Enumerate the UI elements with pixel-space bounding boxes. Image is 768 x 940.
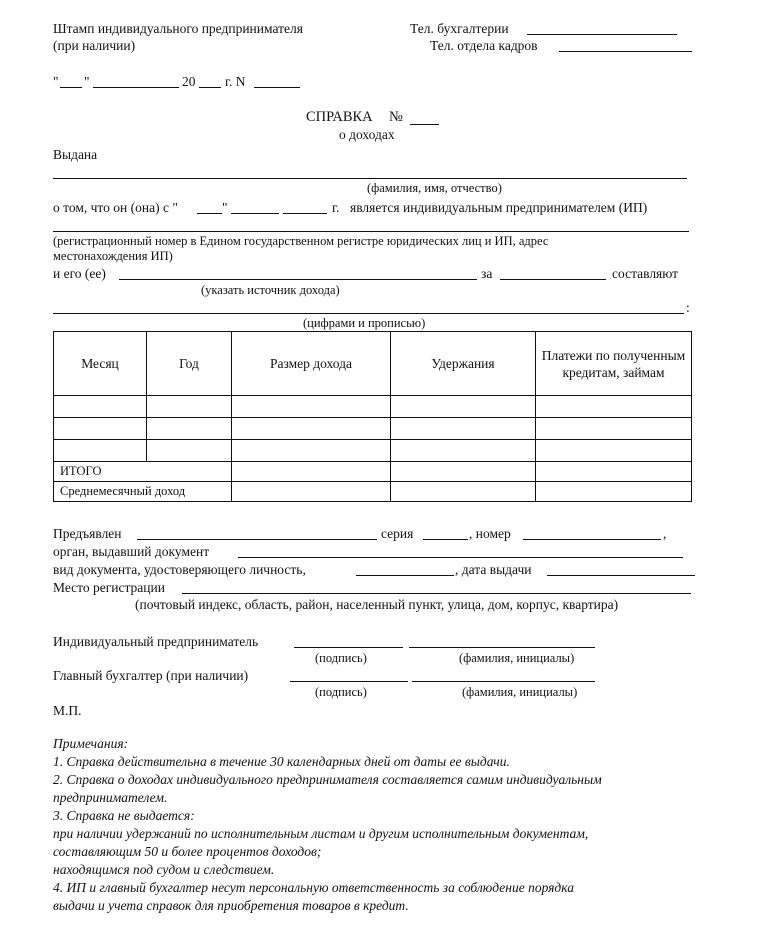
registration-address-field[interactable] xyxy=(182,593,691,594)
cell-income[interactable] xyxy=(232,396,391,418)
entrepreneur-signature-field[interactable] xyxy=(294,647,403,648)
series-label: серия xyxy=(381,526,414,541)
stamp-note: (при наличии) xyxy=(53,38,136,53)
amount-colon: : xyxy=(686,300,690,315)
date-year-field[interactable] xyxy=(199,87,221,88)
header-deductions: Удержания xyxy=(391,332,536,396)
income-period-field[interactable] xyxy=(500,279,606,280)
since-month-field[interactable] xyxy=(231,213,279,214)
average-income[interactable] xyxy=(232,482,391,502)
issue-date-label: , дата выдачи xyxy=(455,562,532,577)
phone-hr-label: Тел. отдела кадров xyxy=(430,38,538,53)
table-row xyxy=(54,440,692,462)
since-day-field[interactable] xyxy=(197,213,222,214)
seal-label: М.П. xyxy=(53,703,82,718)
note-line: 2. Справка о доходах индивидуального предпринимателя составляется самим индивидуальным xyxy=(53,772,602,787)
note-line: выдачи и учета справок для приобретения товаров в кредит. xyxy=(53,898,409,913)
cell-month[interactable] xyxy=(54,418,147,440)
about-year: г. xyxy=(332,200,340,215)
cell-loan-payments[interactable] xyxy=(536,418,692,440)
address-hint: (почтовый индекс, область, район, населенный пункт, улица, дом, корпус, квартира) xyxy=(135,597,619,612)
note-line: находящимся под судом и следствием. xyxy=(53,862,275,877)
presented-label: Предъявлен xyxy=(53,526,122,541)
date-number-field[interactable] xyxy=(254,87,300,88)
number-field[interactable] xyxy=(523,539,661,540)
document-subtitle: о доходах xyxy=(339,127,395,142)
about-quote: " xyxy=(222,200,228,215)
average-deductions[interactable] xyxy=(391,482,536,502)
cell-year[interactable] xyxy=(147,396,232,418)
source-hint: (указать источник дохода) xyxy=(201,283,340,297)
date-day-field[interactable] xyxy=(60,87,82,88)
note-line: предпринимателем. xyxy=(53,790,168,805)
header-month: Месяц xyxy=(54,332,147,396)
entrepreneur-name-field[interactable] xyxy=(409,647,595,648)
total-row xyxy=(54,462,692,482)
table-row xyxy=(54,418,692,440)
phone-accounting-field[interactable] xyxy=(527,34,677,35)
cell-year[interactable] xyxy=(147,418,232,440)
registration-hint-cont: местонахождения ИП) xyxy=(53,249,173,263)
date-month-field[interactable] xyxy=(93,87,179,88)
issuer-field[interactable] xyxy=(238,557,683,558)
income-amount-field[interactable] xyxy=(53,313,684,314)
income-table xyxy=(53,331,692,502)
accountant-label: Главный бухгалтер (при наличии) xyxy=(53,668,249,683)
issue-date-field[interactable] xyxy=(547,575,695,576)
doc-type-label: вид документа, удостоверяющего личность, xyxy=(53,562,306,577)
number-label: , номер xyxy=(469,526,511,541)
cell-loan-payments[interactable] xyxy=(536,440,692,462)
income-prefix: и его (ее) xyxy=(53,266,106,281)
average-row xyxy=(54,482,692,502)
notes-title: Примечания: xyxy=(53,736,129,751)
header-loan-payments: Платежи по полученным кредитам, займам xyxy=(536,332,692,396)
average-loan-payments[interactable] xyxy=(536,482,692,502)
number-sign: № xyxy=(389,109,403,125)
accountant-signature-field[interactable] xyxy=(290,681,408,682)
phone-hr-field[interactable] xyxy=(559,51,692,52)
income-suffix: составляют xyxy=(612,266,679,281)
cell-deductions[interactable] xyxy=(391,440,536,462)
cell-month[interactable] xyxy=(54,440,147,462)
table-row xyxy=(54,396,692,418)
registration-number-field[interactable] xyxy=(53,231,689,232)
series-field[interactable] xyxy=(423,539,468,540)
name-hint: (фамилия, инициалы) xyxy=(459,651,575,665)
entrepreneur-label: Индивидуальный предприниматель xyxy=(53,634,259,649)
stamp-label: Штамп индивидуального предпринимателя xyxy=(53,21,303,36)
total-income[interactable] xyxy=(232,462,391,482)
registration-label: Место регистрации xyxy=(53,580,165,595)
table-header-row xyxy=(54,332,692,396)
cell-deductions[interactable] xyxy=(391,418,536,440)
fio-field[interactable] xyxy=(53,178,687,179)
about-suffix: является индивидуальным предпринимателем (ИП) xyxy=(350,200,648,215)
presented-field[interactable] xyxy=(137,539,377,540)
header-year: Год xyxy=(147,332,232,396)
note-line: 4. ИП и главный бухгалтер несут персональную ответственность за соблюдение порядка xyxy=(53,880,574,895)
note-line: 1. Справка действительна в течение 30 календарных дней от даты ее выдачи. xyxy=(53,754,510,769)
date-close-quote: " xyxy=(84,74,90,89)
total-loan-payments[interactable] xyxy=(536,462,692,482)
total-label: ИТОГО xyxy=(54,462,232,482)
doc-type-field[interactable] xyxy=(356,575,454,576)
note-line: 3. Справка не выдается: xyxy=(53,808,195,823)
accountant-name-field[interactable] xyxy=(412,681,595,682)
total-deductions[interactable] xyxy=(391,462,536,482)
income-for: за xyxy=(481,266,493,281)
document-title: СПРАВКА xyxy=(306,109,373,125)
since-year-field[interactable] xyxy=(283,213,327,214)
cell-deductions[interactable] xyxy=(391,396,536,418)
amount-hint: (цифрами и прописью) xyxy=(303,316,426,330)
cell-month[interactable] xyxy=(54,396,147,418)
header-income: Размер дохода xyxy=(232,332,391,396)
about-prefix: о том, что он (она) с " xyxy=(53,200,178,215)
signature-hint: (подпись) xyxy=(315,651,367,665)
cell-income[interactable] xyxy=(232,440,391,462)
name-hint: (фамилия, инициалы) xyxy=(462,685,578,699)
cell-income[interactable] xyxy=(232,418,391,440)
cell-loan-payments[interactable] xyxy=(536,396,692,418)
cell-year[interactable] xyxy=(147,440,232,462)
date-open-quote: " xyxy=(53,74,59,89)
signature-hint: (подпись) xyxy=(315,685,367,699)
average-label: Среднемесячный доход xyxy=(54,482,232,502)
issued-label: Выдана xyxy=(53,147,98,162)
year-suffix: г. N xyxy=(225,74,246,89)
note-line: при наличии удержаний по исполнительным листам и другим исполнительным документам, xyxy=(53,826,589,841)
year-prefix: 20 xyxy=(182,74,196,89)
issuer-label: орган, выдавший документ xyxy=(53,544,210,559)
number-comma: , xyxy=(663,526,667,541)
phone-accounting-label: Тел. бухгалтерии xyxy=(410,21,509,36)
note-line: составляющим 50 и более процентов доходов; xyxy=(53,844,322,859)
fio-hint: (фамилия, имя, отчество) xyxy=(367,181,502,195)
registration-hint: (регистрационный номер в Едином государственном регистре юридических лиц и ИП, адрес xyxy=(53,234,549,248)
certificate-number-field[interactable] xyxy=(410,124,439,125)
income-source-field[interactable] xyxy=(119,279,477,280)
